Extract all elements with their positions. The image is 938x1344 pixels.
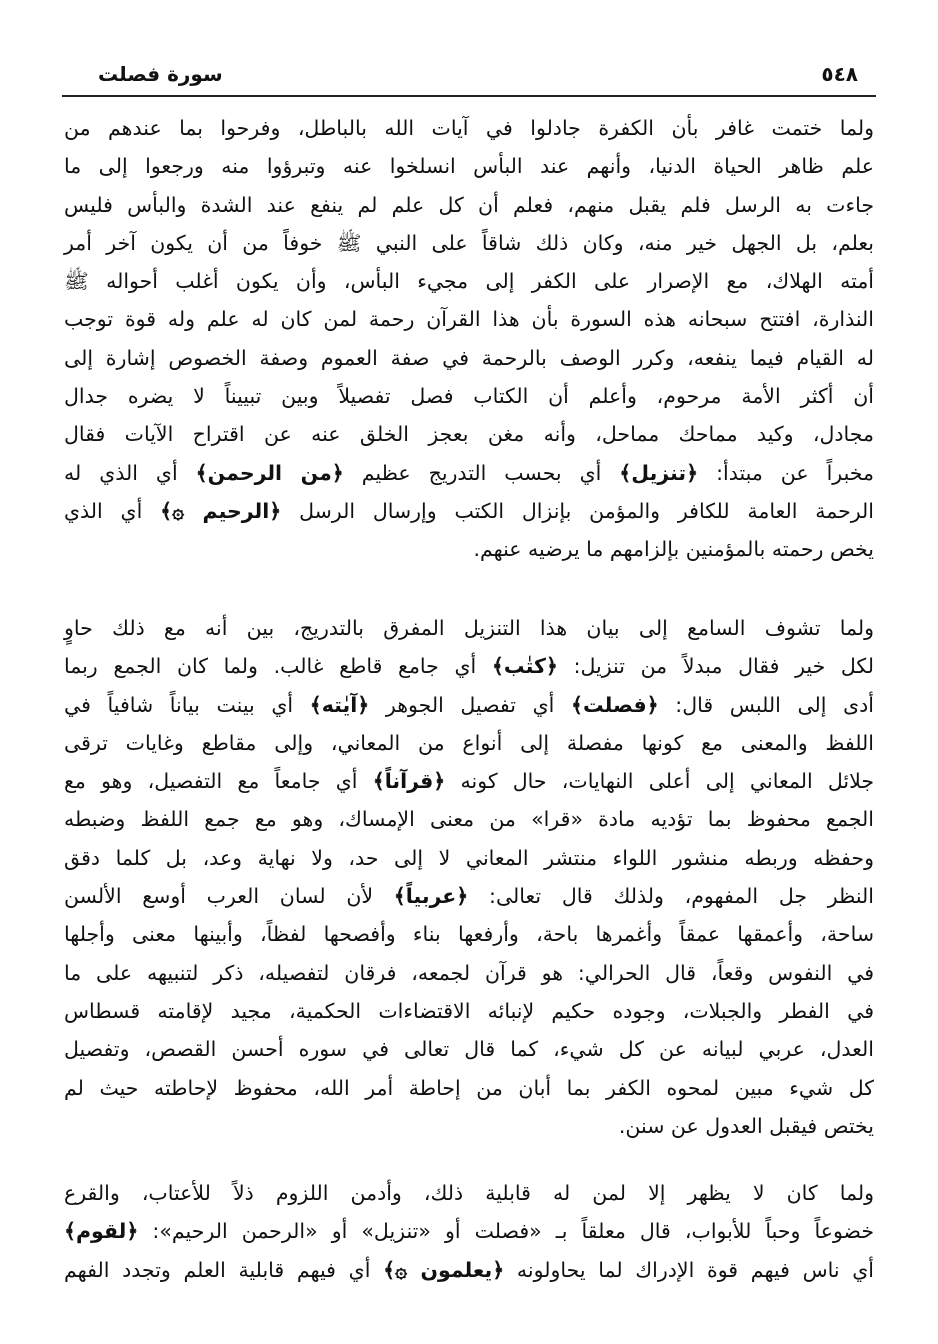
text-segment: مجادل، وكيد مماحك مماحل، وأنه مغن بعجز الخلق عنه عن اقتراح الآيات فقال xyxy=(64,422,874,447)
text-segment: الرحمة العامة للكافر والمؤمن بإنزال الكتب وإرسال الرسل xyxy=(281,498,874,523)
text-line xyxy=(64,186,874,224)
text-line xyxy=(64,800,874,838)
text-segment: جاءت به الرسل فلم يقبل منهم، فعلم أن كل علم لم ينفع عند الشدة والبأس فليس xyxy=(64,192,874,217)
text-segment: أي الذي له xyxy=(64,460,196,485)
quran-verse-text: ﴿آيٰته﴾ xyxy=(309,692,370,717)
text-line xyxy=(64,1107,874,1145)
text-segment: له القيام فيما ينفعه، وكرر الوصف بالرحمة في صفة العموم وصفة الخصوص إشارة إلى xyxy=(64,345,874,370)
text-line xyxy=(64,492,874,530)
text-line xyxy=(64,609,874,647)
text-segment: أمته الهلاك، مع الإصرار على الكفر إلى مجيء البأس، وأن يكون أغلب أحواله ﷺ xyxy=(64,269,874,294)
text-segment: أي بينت بياناً شافياً في xyxy=(64,692,310,717)
text-segment: أي تفصيل الجوهر xyxy=(369,692,571,717)
text-segment: خضوعاً وحباً للأبواب، قال معلقاً بـ «فصلت أو «تنزيل» أو «الرحمن الرحيم»: xyxy=(138,1219,874,1244)
text-line xyxy=(64,724,874,762)
text-segment: كل شيء مبين لمحوه الكفر بما أبان من إحاطة أمر الله، محفوظ لإحاطته حيث لم xyxy=(64,1075,874,1100)
text-segment: النذارة، افتتح سبحانه هذه السورة بأن هذا القرآن رحمة لمن كان له علم وله قوة توجب xyxy=(64,307,874,332)
text-segment: ولما ختمت غافر بأن الكفرة جادلوا في آيات الله بالباطل، وفرحوا بما عندهم من xyxy=(64,116,874,140)
quran-verse-text: ﴿فصلت﴾ xyxy=(570,692,659,717)
text-line xyxy=(64,762,874,800)
text-segment: في الفطر والجبلات، وجوده حكيم لإنبائه الاقتضاءات الحكمية، مجيد لإقامته قسطاس xyxy=(64,998,874,1023)
text-segment: أي فيهم قابلية العلم وتجدد الفهم xyxy=(64,1257,384,1282)
text-line xyxy=(64,954,874,992)
text-line xyxy=(64,839,874,877)
page-number: ٥٤٨ xyxy=(821,62,858,86)
text-segment: لكل خير فقال مبدلاً من تنزيل: xyxy=(557,654,874,679)
text-segment: يخص رحمته بالمؤمنين بإلزامهم ما يرضيه عنهم. xyxy=(473,537,874,562)
text-line xyxy=(64,300,874,338)
text-segment: أي الذي xyxy=(64,498,161,523)
text-line xyxy=(64,1174,874,1212)
text-line xyxy=(64,647,874,685)
text-line xyxy=(64,530,874,568)
text-line xyxy=(64,915,874,953)
text-line xyxy=(64,109,874,147)
text-segment: ولما تشوف السامع إلى بيان هذا التنزيل المفرق بالتدريج، بين أنه مع ذلك حاوٍ xyxy=(64,616,874,640)
quran-verse-text: ﴿تنزيل﴾ xyxy=(619,460,699,485)
paragraph xyxy=(64,609,874,1145)
text-segment: وحفظه وربطه منشور اللواء منتشر المعاني لا إلى حد، ولا نهاية وعد، بل كلما دقق xyxy=(64,845,874,870)
quran-verse-text: ﴿قرآناً﴾ xyxy=(372,769,446,794)
text-segment: النظر جل المفهوم، ولذلك قال تعالى: xyxy=(468,884,874,909)
text-segment: أي بحسب التدريج عظيم xyxy=(343,460,620,485)
text-segment: في النفوس وقعاً، قال الحرالي: هو قرآن لجمعه، فرقان لتفصيله، ذكر لتنبيهه على ما xyxy=(64,960,874,985)
text-segment: العدل، عربي لبيانه عن كل شيء، كما قال تعالى في سوره أحسن القصص، وتفصيل xyxy=(64,1037,874,1062)
text-line xyxy=(64,1212,874,1250)
text-segment: أي ناس فيهم قوة الإدراك لما يحاولونه xyxy=(504,1257,875,1282)
text-segment: علم ظاهر الحياة الدنيا، وأنهم عند البأس انسلخوا عنه وتبرؤوا منه ورجعوا إلى ما xyxy=(64,154,874,179)
text-line xyxy=(64,377,874,415)
text-segment: مخبراً عن مبتدأ: xyxy=(698,460,874,485)
quran-verse-text: ﴿لقوم﴾ xyxy=(64,1219,139,1244)
text-segment: ولما كان لا يظهر إلا لمن له قابلية ذلك، وأدمن اللزوم ذلاً للأعتاب، والقرع xyxy=(64,1181,874,1205)
text-line xyxy=(64,686,874,724)
text-line xyxy=(64,415,874,453)
text-segment: لأن لسان العرب أوسع الألسن xyxy=(64,884,394,909)
text-segment: ساحة، وأعمقها عمقاً وأغمرها باحة، وأرفعها بناء وأفصحها لفظاً، وأبينها معنى وأجلها xyxy=(64,922,874,947)
running-header-surah-title: سورة فصلت xyxy=(98,62,223,86)
quran-verse-text: ﴿كتٰب﴾ xyxy=(491,654,558,679)
text-line xyxy=(64,147,874,185)
text-segment: الجمع محفوظ بما تؤديه مادة «قرا» من معنى الإمساك، وهو مع جمع اللفظ وضبطه xyxy=(64,807,874,832)
quran-verse-text: ﴿عربياً﴾ xyxy=(393,884,469,909)
text-line xyxy=(64,1069,874,1107)
text-line xyxy=(64,224,874,262)
text-segment: أي جامعاً مع التفصيل، وهو مع xyxy=(64,769,373,794)
text-segment: أدى إلى اللبس قال: xyxy=(658,692,874,717)
text-segment: اللفظ والمعنى مع كونها مفصلة إلى أنواع من المعاني، وإلى مقاطع وغايات ترقى xyxy=(64,730,874,755)
text-line xyxy=(64,339,874,377)
text-line xyxy=(64,262,874,300)
text-line xyxy=(64,1030,874,1068)
text-segment: يختص فيقبل العدول عن سنن. xyxy=(618,1113,874,1138)
text-line xyxy=(64,992,874,1030)
quran-verse-text: ﴿يعلمون ۞﴾ xyxy=(383,1257,505,1282)
paragraph xyxy=(64,109,874,569)
text-segment: جلائل المعاني إلى أعلى النهايات، حال كونه xyxy=(445,769,874,794)
quran-verse-text: ﴿من الرحمن﴾ xyxy=(195,460,344,485)
text-segment: أي جامع قاطع غالب. ولما كان الجمع ربما xyxy=(64,654,492,679)
text-line xyxy=(64,1251,874,1289)
text-segment: بعلم، بل الجهل خير منه، وكان ذلك شاقاً على النبي ﷺ خوفاً من أن يكون آخر أمر xyxy=(64,230,874,255)
quran-verse-text: ﴿الرحيم ۞﴾ xyxy=(160,498,282,523)
text-segment: أن أكثر الأمة مرحوم، وأعلم أن الكتاب فصل تفصيلاً وبين تبييناً لا يضره جدال xyxy=(64,384,874,409)
text-line xyxy=(64,877,874,915)
header-rule xyxy=(62,95,876,97)
text-line xyxy=(64,454,874,492)
paragraph xyxy=(64,1174,874,1289)
